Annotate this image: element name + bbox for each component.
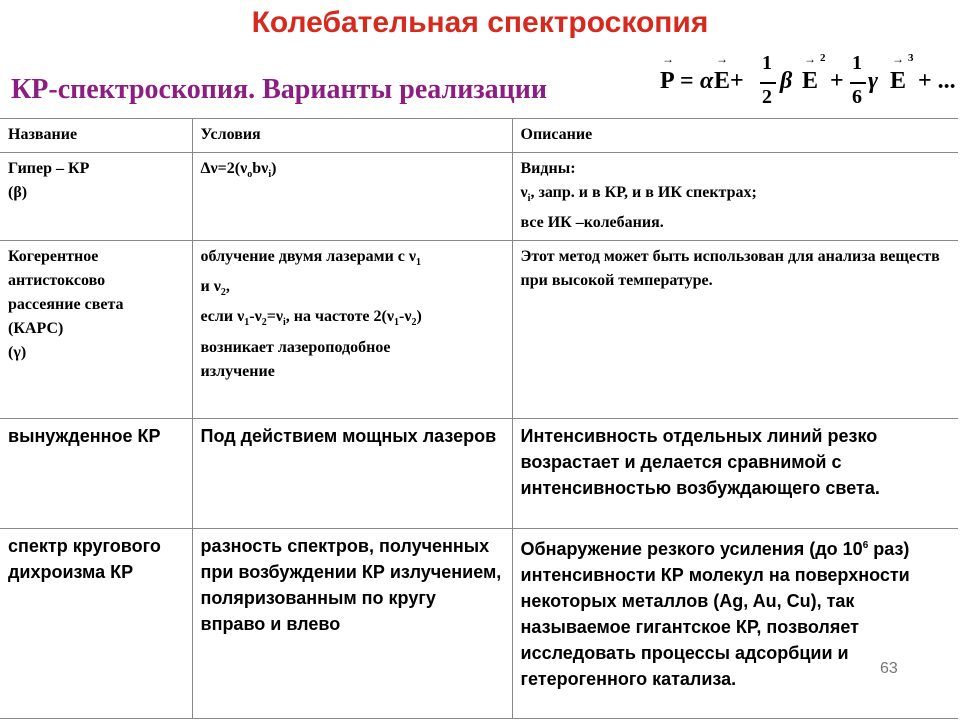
row1-name: Гипер – КР (β) [0,153,192,241]
header-description: Описание [512,119,958,153]
table-row [0,153,958,241]
table-row [0,419,958,529]
row2-conditions: облучение двумя лазерами с $\nu_1$ и $\nu_2$, если $\nu_1-\nu_2=\nu_i$, на частоте $2(\nu_1-\nu_2)$ возникает лазероподобное излучение [192,241,512,419]
methods-table [0,118,958,719]
formula-gamma: γ [868,68,878,94]
polarization-formula: → P = α → E + 1 2 β → E 2 + 1 6 γ → E 3 + ... [660,52,956,108]
formula-exp3: 3 [908,52,914,64]
formula-e2: E [802,68,819,94]
table-header-row [0,119,958,153]
formula-tail: + ... [918,68,956,94]
formula-plus2: + [830,68,844,94]
row2-description: Этот метод может быть использован для анализа веществ при высокой температуре. [512,241,958,419]
formula-e1: E [714,68,731,94]
row4-conditions: разность спектров, полученных при возбуждении КР излучением, поляризованным по кругу вправо и влево [192,529,512,719]
formula-plus1: + [730,68,744,94]
row1-conditions: $\Delta\nu=2(\nu_ob\nu_i)$ [192,153,512,241]
row3-description: Интенсивность отдельных линий резко возрастает и делается сравнимой с интенсивностью возбуждающего света. [512,419,958,529]
formula-one2: 1 [852,52,862,74]
page-number: 63 [880,660,898,677]
formula-beta: β [780,68,793,94]
table-row [0,529,958,719]
header-name: Название [0,119,192,153]
header-conditions: Условия [192,119,512,153]
formula-two: 2 [762,86,772,108]
formula-six: 6 [852,86,862,108]
formula-e3: E [890,68,907,94]
formula-alpha: α [700,68,714,94]
row3-conditions: Под действием мощных лазеров [192,419,512,529]
row1-description: Видны: $\nu_i$, запр. и в КР, и в ИК спектрах; все ИК –колебания. [512,153,958,241]
formula-eq: = [680,68,694,94]
row3-name: вынужденное КР [0,419,192,529]
formula-exp2: 2 [820,52,826,64]
table-row [0,241,958,419]
row4-name: спектр кругового дихроизма КР [0,529,192,719]
slide-subtitle: КР-спектроскопия. Варианты реализации [11,74,547,105]
row4-description: Обнаружение резкого усиления (до $10^6$ раз) интенсивности КР молекул на поверхности некоторых металлов (Ag, Au, Cu), так называемое гигантское КР, позволяет исследовать процессы адсорбции и гетерогенного катализа. [512,529,958,719]
row2-name: Когерентное антистоксово рассеяние света (КАРС) (γ) [0,241,192,419]
formula-one1: 1 [762,52,772,74]
formula-p: P [660,68,675,94]
slide-title: Колебательная спектроскопия [251,6,709,39]
